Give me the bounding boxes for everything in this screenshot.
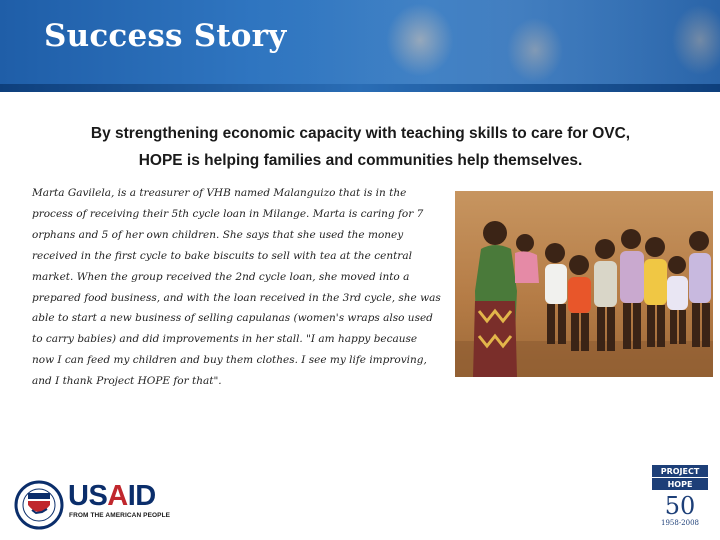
project-hope-logo xyxy=(650,463,710,531)
story-photo xyxy=(455,191,713,377)
header-banner xyxy=(0,0,720,92)
header-children-photo xyxy=(300,0,720,92)
story-line: and I thank Project HOPE for that". xyxy=(32,375,222,388)
tagline xyxy=(58,120,663,174)
story-text xyxy=(32,183,450,392)
usaid-wordmark-us: US xyxy=(68,480,108,512)
hope-logo-top: PROJECT xyxy=(660,467,700,476)
usaid-tagline: FROM THE AMERICAN PEOPLE xyxy=(69,512,171,519)
usaid-wordmark-id: ID xyxy=(127,480,156,512)
usaid-wordmark-a: A xyxy=(107,480,128,512)
hope-logo-number: 50 xyxy=(664,492,696,520)
story-line: process of receiving their 5th cycle loan in Milange. Marta is caring for 7 xyxy=(32,207,424,220)
page-title: Success Story xyxy=(44,18,287,54)
hope-logo-years: 1958-2008 xyxy=(661,519,699,527)
story-line: able to start a new business of selling capulanas (women's wraps also used xyxy=(32,312,433,325)
story-line: prepared food business, and with the loan received in the 3rd cycle, she was xyxy=(32,291,441,304)
story-line: Marta Gavilela, is a treasurer of VHB named Malanguizo that is in the xyxy=(32,187,407,199)
hope-logo-middle: HOPE xyxy=(667,480,693,489)
story-line: market. When the group received the 2nd cycle loan, she moved into a xyxy=(32,270,410,283)
story-line: received in the first cycle to bake biscuits to sell with tea at the central xyxy=(32,249,412,262)
tagline-line-2: HOPE is helping families and communities help themselves. xyxy=(138,152,583,169)
story-line: to carry babies) and did improvements in her stall. "I am happy because xyxy=(32,333,418,346)
story-line: orphans and 5 of her own children. She says that she used the money xyxy=(32,228,404,241)
usaid-seal-icon xyxy=(14,480,64,530)
usaid-wordmark xyxy=(68,481,156,511)
tagline-line-1: By strengthening economic capacity with teaching skills to care for OVC, xyxy=(90,125,631,142)
story-line: now I can feed my children and buy them clothes. I see my life improving, xyxy=(32,354,427,367)
header-band xyxy=(0,84,720,92)
